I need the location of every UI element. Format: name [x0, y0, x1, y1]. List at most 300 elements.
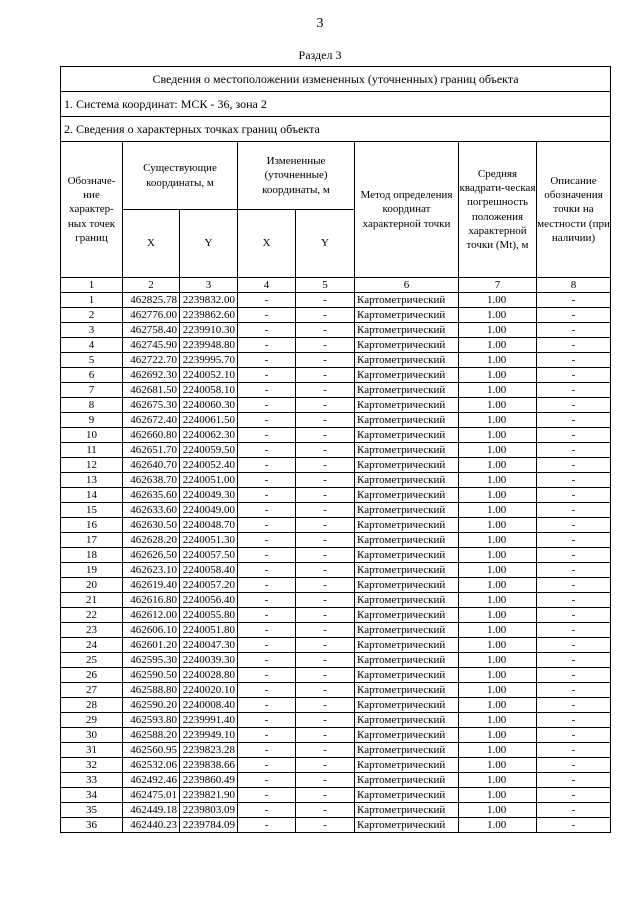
existing-y-cell: 2240055.80 — [180, 608, 238, 623]
existing-x-cell: 462672.40 — [123, 413, 180, 428]
changed-x-cell: - — [238, 443, 296, 458]
table-row — [61, 353, 611, 368]
changed-x-cell: - — [238, 338, 296, 353]
header-mt: Средняя квадрати-ческая погрешность положения характерной точки (Mt), м — [459, 142, 537, 278]
method-cell: Картометрический — [355, 503, 459, 518]
point-number-cell: 27 — [61, 683, 123, 698]
changed-x-cell: - — [238, 788, 296, 803]
description-cell: - — [537, 503, 611, 518]
table-row — [61, 533, 611, 548]
changed-y-cell: - — [296, 653, 355, 668]
mt-value-cell: 1.00 — [459, 413, 537, 428]
column-number: 7 — [459, 278, 537, 293]
table-row — [61, 293, 611, 308]
table-row — [61, 713, 611, 728]
description-cell: - — [537, 683, 611, 698]
changed-y-cell: - — [296, 308, 355, 323]
existing-y-cell: 2240020.10 — [180, 683, 238, 698]
changed-x-cell: - — [238, 713, 296, 728]
existing-y-cell: 2240052.10 — [180, 368, 238, 383]
table-row — [61, 773, 611, 788]
changed-x-cell: - — [238, 518, 296, 533]
description-cell: - — [537, 758, 611, 773]
changed-x-cell: - — [238, 473, 296, 488]
description-cell: - — [537, 563, 611, 578]
header-existing-x: X — [123, 210, 180, 278]
mt-value-cell: 1.00 — [459, 593, 537, 608]
existing-x-cell: 462722.70 — [123, 353, 180, 368]
point-number-cell: 22 — [61, 608, 123, 623]
description-cell: - — [537, 668, 611, 683]
changed-y-cell: - — [296, 593, 355, 608]
header-existing-coords: Существующие координаты, м — [123, 142, 238, 210]
mt-value-cell: 1.00 — [459, 293, 537, 308]
table-row — [61, 623, 611, 638]
description-cell: - — [537, 293, 611, 308]
existing-x-cell: 462630.50 — [123, 518, 180, 533]
existing-x-cell: 462616.80 — [123, 593, 180, 608]
changed-y-cell: - — [296, 788, 355, 803]
point-number-cell: 2 — [61, 308, 123, 323]
changed-x-cell: - — [238, 398, 296, 413]
header-description: Описание обозначения точки на местности (при наличии) — [537, 142, 611, 278]
changed-y-cell: - — [296, 473, 355, 488]
method-cell: Картометрический — [355, 728, 459, 743]
changed-y-cell: - — [296, 668, 355, 683]
table-row — [61, 788, 611, 803]
description-cell: - — [537, 323, 611, 338]
mt-value-cell: 1.00 — [459, 308, 537, 323]
existing-x-cell: 462660.80 — [123, 428, 180, 443]
existing-y-cell: 2240051.30 — [180, 533, 238, 548]
point-number-cell: 21 — [61, 593, 123, 608]
changed-y-cell: - — [296, 623, 355, 638]
changed-x-cell: - — [238, 413, 296, 428]
changed-y-cell: - — [296, 458, 355, 473]
table-row — [61, 338, 611, 353]
point-number-cell: 23 — [61, 623, 123, 638]
existing-y-cell: 2239948.80 — [180, 338, 238, 353]
point-number-cell: 19 — [61, 563, 123, 578]
mt-value-cell: 1.00 — [459, 428, 537, 443]
changed-x-cell: - — [238, 533, 296, 548]
table-row — [61, 638, 611, 653]
point-number-cell: 8 — [61, 398, 123, 413]
changed-y-cell: - — [296, 383, 355, 398]
description-cell: - — [537, 473, 611, 488]
table-row — [61, 413, 611, 428]
mt-value-cell: 1.00 — [459, 683, 537, 698]
method-cell: Картометрический — [355, 593, 459, 608]
description-cell: - — [537, 458, 611, 473]
table-title: Сведения о местоположении измененных (уточненных) границ объекта — [61, 67, 611, 92]
description-cell: - — [537, 413, 611, 428]
table-row — [61, 368, 611, 383]
existing-x-cell: 462590.50 — [123, 668, 180, 683]
point-number-cell: 25 — [61, 653, 123, 668]
table-row — [61, 548, 611, 563]
existing-y-cell: 2239803.09 — [180, 803, 238, 818]
existing-x-cell: 462651.70 — [123, 443, 180, 458]
existing-y-cell: 2240058.10 — [180, 383, 238, 398]
table-row — [61, 578, 611, 593]
changed-y-cell: - — [296, 608, 355, 623]
point-number-cell: 11 — [61, 443, 123, 458]
changed-y-cell: - — [296, 698, 355, 713]
existing-x-cell: 462560.95 — [123, 743, 180, 758]
changed-x-cell: - — [238, 548, 296, 563]
method-cell: Картометрический — [355, 443, 459, 458]
mt-value-cell: 1.00 — [459, 323, 537, 338]
point-number-cell: 32 — [61, 758, 123, 773]
mt-value-cell: 1.00 — [459, 608, 537, 623]
existing-x-cell: 462601.20 — [123, 638, 180, 653]
existing-x-cell: 462440.23 — [123, 818, 180, 833]
existing-x-cell: 462475.01 — [123, 788, 180, 803]
point-number-cell: 5 — [61, 353, 123, 368]
existing-x-cell: 462595.30 — [123, 653, 180, 668]
description-cell: - — [537, 443, 611, 458]
description-cell: - — [537, 533, 611, 548]
existing-x-cell: 462745.90 — [123, 338, 180, 353]
table-row — [61, 608, 611, 623]
mt-value-cell: 1.00 — [459, 473, 537, 488]
method-cell: Картометрический — [355, 638, 459, 653]
changed-x-cell: - — [238, 653, 296, 668]
method-cell: Картометрический — [355, 818, 459, 833]
changed-x-cell: - — [238, 593, 296, 608]
table-row — [61, 743, 611, 758]
changed-y-cell: - — [296, 488, 355, 503]
existing-x-cell: 462635.60 — [123, 488, 180, 503]
description-cell: - — [537, 728, 611, 743]
table-row — [61, 563, 611, 578]
mt-value-cell: 1.00 — [459, 503, 537, 518]
existing-y-cell: 2239784.09 — [180, 818, 238, 833]
table-row — [61, 503, 611, 518]
method-cell: Картометрический — [355, 323, 459, 338]
changed-y-cell: - — [296, 353, 355, 368]
point-number-cell: 30 — [61, 728, 123, 743]
mt-value-cell: 1.00 — [459, 788, 537, 803]
description-cell: - — [537, 488, 611, 503]
description-cell: - — [537, 398, 611, 413]
existing-y-cell: 2239838.66 — [180, 758, 238, 773]
changed-x-cell: - — [238, 818, 296, 833]
changed-x-cell: - — [238, 698, 296, 713]
existing-x-cell: 462633.60 — [123, 503, 180, 518]
changed-x-cell: - — [238, 743, 296, 758]
method-cell: Картометрический — [355, 683, 459, 698]
changed-x-cell: - — [238, 353, 296, 368]
existing-x-cell: 462612.00 — [123, 608, 180, 623]
mt-value-cell: 1.00 — [459, 638, 537, 653]
changed-x-cell: - — [238, 683, 296, 698]
existing-y-cell: 2239910.30 — [180, 323, 238, 338]
existing-y-cell: 2239832.00 — [180, 293, 238, 308]
existing-x-cell: 462825.78 — [123, 293, 180, 308]
point-number-cell: 18 — [61, 548, 123, 563]
method-cell: Картометрический — [355, 698, 459, 713]
mt-value-cell: 1.00 — [459, 353, 537, 368]
mt-value-cell: 1.00 — [459, 458, 537, 473]
method-cell: Картометрический — [355, 518, 459, 533]
changed-y-cell: - — [296, 443, 355, 458]
existing-x-cell: 462628.20 — [123, 533, 180, 548]
description-cell: - — [537, 578, 611, 593]
mt-value-cell: 1.00 — [459, 818, 537, 833]
changed-x-cell: - — [238, 368, 296, 383]
existing-x-cell: 462758.40 — [123, 323, 180, 338]
changed-x-cell: - — [238, 638, 296, 653]
point-number-cell: 28 — [61, 698, 123, 713]
method-cell: Картометрический — [355, 623, 459, 638]
existing-y-cell: 2240061.50 — [180, 413, 238, 428]
mt-value-cell: 1.00 — [459, 668, 537, 683]
point-number-cell: 12 — [61, 458, 123, 473]
point-number-cell: 7 — [61, 383, 123, 398]
mt-value-cell: 1.00 — [459, 803, 537, 818]
changed-y-cell: - — [296, 818, 355, 833]
mt-value-cell: 1.00 — [459, 578, 537, 593]
point-number-cell: 15 — [61, 503, 123, 518]
existing-y-cell: 2239821.90 — [180, 788, 238, 803]
existing-x-cell: 462606.10 — [123, 623, 180, 638]
point-number-cell: 35 — [61, 803, 123, 818]
changed-x-cell: - — [238, 728, 296, 743]
method-cell: Картометрический — [355, 758, 459, 773]
point-number-cell: 4 — [61, 338, 123, 353]
changed-x-cell: - — [238, 623, 296, 638]
existing-x-cell: 462692.30 — [123, 368, 180, 383]
column-number: 2 — [123, 278, 180, 293]
changed-x-cell: - — [238, 578, 296, 593]
existing-x-cell: 462590.20 — [123, 698, 180, 713]
changed-y-cell: - — [296, 533, 355, 548]
method-cell: Картометрический — [355, 578, 459, 593]
point-number-cell: 36 — [61, 818, 123, 833]
mt-value-cell: 1.00 — [459, 518, 537, 533]
existing-y-cell: 2240058.40 — [180, 563, 238, 578]
mt-value-cell: 1.00 — [459, 743, 537, 758]
section-title: Раздел 3 — [298, 48, 342, 62]
description-cell: - — [537, 653, 611, 668]
method-cell: Картометрический — [355, 383, 459, 398]
table-row — [61, 488, 611, 503]
point-number-cell: 34 — [61, 788, 123, 803]
changed-y-cell: - — [296, 638, 355, 653]
description-cell: - — [537, 713, 611, 728]
table-row — [61, 668, 611, 683]
changed-x-cell: - — [238, 308, 296, 323]
existing-y-cell: 2240051.00 — [180, 473, 238, 488]
page-number: 3 — [316, 16, 324, 31]
changed-y-cell: - — [296, 548, 355, 563]
mt-value-cell: 1.00 — [459, 338, 537, 353]
point-number-cell: 26 — [61, 668, 123, 683]
description-cell: - — [537, 638, 611, 653]
changed-y-cell: - — [296, 338, 355, 353]
description-cell: - — [537, 608, 611, 623]
existing-x-cell: 462588.80 — [123, 683, 180, 698]
changed-y-cell: - — [296, 368, 355, 383]
method-cell: Картометрический — [355, 293, 459, 308]
existing-y-cell: 2240008.40 — [180, 698, 238, 713]
changed-x-cell: - — [238, 323, 296, 338]
mt-value-cell: 1.00 — [459, 653, 537, 668]
mt-value-cell: 1.00 — [459, 533, 537, 548]
changed-y-cell: - — [296, 683, 355, 698]
existing-x-cell: 462588.20 — [123, 728, 180, 743]
existing-y-cell: 2240056.40 — [180, 593, 238, 608]
header-changed-y: Y — [296, 210, 355, 278]
table-row — [61, 803, 611, 818]
existing-x-cell: 462532.06 — [123, 758, 180, 773]
existing-y-cell: 2239823.28 — [180, 743, 238, 758]
column-number: 4 — [238, 278, 296, 293]
method-cell: Картометрический — [355, 428, 459, 443]
method-cell: Картометрический — [355, 413, 459, 428]
point-number-cell: 1 — [61, 293, 123, 308]
table-body — [61, 293, 611, 833]
method-cell: Картометрический — [355, 368, 459, 383]
changed-y-cell: - — [296, 293, 355, 308]
changed-y-cell: - — [296, 803, 355, 818]
mt-value-cell: 1.00 — [459, 398, 537, 413]
changed-y-cell: - — [296, 563, 355, 578]
header-designation: Обозначе-ние характер-ных точек границ — [61, 142, 123, 278]
changed-y-cell: - — [296, 398, 355, 413]
point-number-cell: 3 — [61, 323, 123, 338]
existing-y-cell: 2239991.40 — [180, 713, 238, 728]
changed-y-cell: - — [296, 578, 355, 593]
table-row — [61, 308, 611, 323]
description-cell: - — [537, 383, 611, 398]
point-number-cell: 16 — [61, 518, 123, 533]
existing-y-cell: 2240057.20 — [180, 578, 238, 593]
changed-y-cell: - — [296, 713, 355, 728]
point-number-cell: 20 — [61, 578, 123, 593]
changed-x-cell: - — [238, 293, 296, 308]
existing-y-cell: 2240049.00 — [180, 503, 238, 518]
coordinate-system: 1. Система координат: МСК - 36, зона 2 — [61, 92, 611, 117]
description-cell: - — [537, 368, 611, 383]
mt-value-cell: 1.00 — [459, 383, 537, 398]
existing-y-cell: 2240062.30 — [180, 428, 238, 443]
existing-x-cell: 462492.46 — [123, 773, 180, 788]
point-number-cell: 6 — [61, 368, 123, 383]
existing-x-cell: 462638.70 — [123, 473, 180, 488]
point-number-cell: 24 — [61, 638, 123, 653]
existing-x-cell: 462449.18 — [123, 803, 180, 818]
table-row — [61, 443, 611, 458]
point-number-cell: 10 — [61, 428, 123, 443]
description-cell: - — [537, 818, 611, 833]
changed-x-cell: - — [238, 758, 296, 773]
method-cell: Картометрический — [355, 338, 459, 353]
table-row — [61, 428, 611, 443]
header-changed-x: X — [238, 210, 296, 278]
column-number: 3 — [180, 278, 238, 293]
mt-value-cell: 1.00 — [459, 488, 537, 503]
table-row — [61, 653, 611, 668]
changed-x-cell: - — [238, 458, 296, 473]
changed-x-cell: - — [238, 383, 296, 398]
table-row — [61, 383, 611, 398]
mt-value-cell: 1.00 — [459, 728, 537, 743]
changed-y-cell: - — [296, 428, 355, 443]
method-cell: Картометрический — [355, 653, 459, 668]
point-number-cell: 33 — [61, 773, 123, 788]
description-cell: - — [537, 623, 611, 638]
method-cell: Картометрический — [355, 803, 459, 818]
changed-y-cell: - — [296, 773, 355, 788]
table-row — [61, 698, 611, 713]
existing-y-cell: 2240028.80 — [180, 668, 238, 683]
existing-x-cell: 462675.30 — [123, 398, 180, 413]
description-cell: - — [537, 698, 611, 713]
changed-x-cell: - — [238, 488, 296, 503]
existing-x-cell: 462619.40 — [123, 578, 180, 593]
changed-y-cell: - — [296, 413, 355, 428]
table-row — [61, 593, 611, 608]
description-cell: - — [537, 548, 611, 563]
mt-value-cell: 1.00 — [459, 563, 537, 578]
method-cell: Картометрический — [355, 563, 459, 578]
existing-x-cell: 462681.50 — [123, 383, 180, 398]
method-cell: Картометрический — [355, 608, 459, 623]
changed-x-cell: - — [238, 773, 296, 788]
mt-value-cell: 1.00 — [459, 713, 537, 728]
mt-value-cell: 1.00 — [459, 368, 537, 383]
changed-y-cell: - — [296, 728, 355, 743]
column-number: 5 — [296, 278, 355, 293]
method-cell: Картометрический — [355, 548, 459, 563]
point-number-cell: 17 — [61, 533, 123, 548]
table-row — [61, 323, 611, 338]
header-existing-y: Y — [180, 210, 238, 278]
existing-x-cell: 462623.10 — [123, 563, 180, 578]
changed-x-cell: - — [238, 608, 296, 623]
column-number: 8 — [537, 278, 611, 293]
changed-y-cell: - — [296, 518, 355, 533]
description-cell: - — [537, 338, 611, 353]
changed-y-cell: - — [296, 758, 355, 773]
description-cell: - — [537, 518, 611, 533]
table-row — [61, 473, 611, 488]
changed-x-cell: - — [238, 428, 296, 443]
changed-x-cell: - — [238, 668, 296, 683]
changed-y-cell: - — [296, 503, 355, 518]
table-row — [61, 458, 611, 473]
method-cell: Картометрический — [355, 473, 459, 488]
method-cell: Картометрический — [355, 353, 459, 368]
changed-x-cell: - — [238, 803, 296, 818]
existing-y-cell: 2240039.30 — [180, 653, 238, 668]
column-number: 6 — [355, 278, 459, 293]
point-number-cell: 29 — [61, 713, 123, 728]
existing-y-cell: 2240060.30 — [180, 398, 238, 413]
column-number: 1 — [61, 278, 123, 293]
method-cell: Картометрический — [355, 398, 459, 413]
changed-y-cell: - — [296, 323, 355, 338]
table-row — [61, 683, 611, 698]
point-number-cell: 13 — [61, 473, 123, 488]
existing-y-cell: 2239862.60 — [180, 308, 238, 323]
method-cell: Картометрический — [355, 533, 459, 548]
existing-x-cell: 462776.00 — [123, 308, 180, 323]
method-cell: Картометрический — [355, 773, 459, 788]
